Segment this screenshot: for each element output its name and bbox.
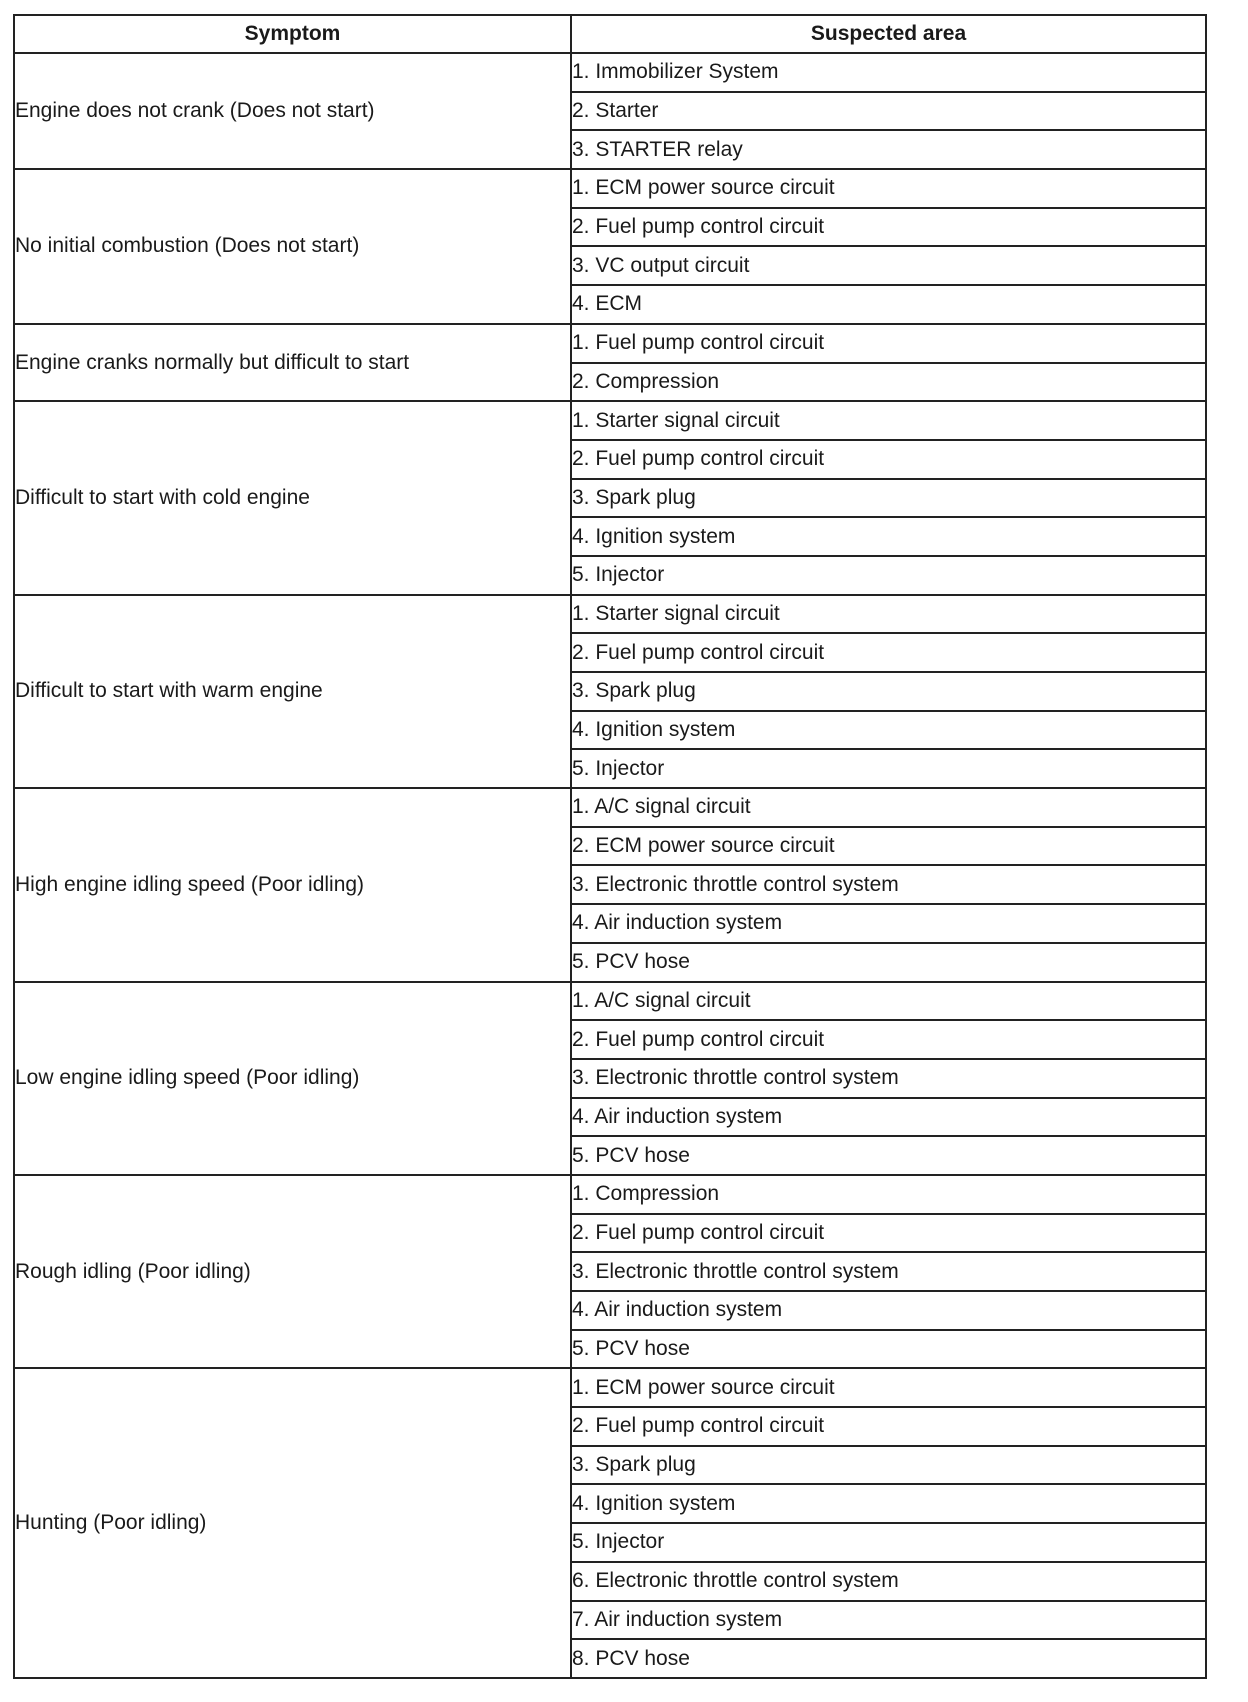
suspected-area-cell: 2. Fuel pump control circuit <box>571 1214 1206 1253</box>
symptom-table <box>13 14 1207 1679</box>
suspected-area-cell: 4. Ignition system <box>571 1484 1206 1523</box>
suspected-area-cell: 4. Air induction system <box>571 1291 1206 1330</box>
suspected-area-cell: 5. Injector <box>571 556 1206 595</box>
table-row <box>14 982 1206 1021</box>
suspected-area-cell: 2. Starter <box>571 92 1206 131</box>
table-row <box>14 595 1206 634</box>
suspected-area-cell: 1. ECM power source circuit <box>571 169 1206 208</box>
suspected-area-cell: 5. Injector <box>571 1523 1206 1562</box>
suspected-area-cell: 7. Air induction system <box>571 1601 1206 1640</box>
symptom-cell: Low engine idling speed (Poor idling) <box>14 982 571 1175</box>
suspected-area-cell: 3. Electronic throttle control system <box>571 865 1206 904</box>
suspected-area-cell: 1. Starter signal circuit <box>571 401 1206 440</box>
suspected-area-cell: 1. ECM power source circuit <box>571 1368 1206 1407</box>
suspected-area-cell: 3. VC output circuit <box>571 246 1206 285</box>
suspected-area-cell: 4. Air induction system <box>571 1098 1206 1137</box>
suspected-area-cell: 4. Ignition system <box>571 711 1206 750</box>
suspected-area-cell: 3. Spark plug <box>571 1446 1206 1485</box>
suspected-area-cell: 3. Electronic throttle control system <box>571 1059 1206 1098</box>
suspected-area-cell: 1. A/C signal circuit <box>571 788 1206 827</box>
symptom-cell: Hunting (Poor idling) <box>14 1368 571 1678</box>
suspected-area-cell: 8. PCV hose <box>571 1639 1206 1678</box>
suspected-area-cell: 2. Fuel pump control circuit <box>571 440 1206 479</box>
table-row <box>14 1368 1206 1407</box>
symptom-cell: Rough idling (Poor idling) <box>14 1175 571 1368</box>
suspected-area-cell: 1. Immobilizer System <box>571 53 1206 92</box>
suspected-area-cell: 2. Fuel pump control circuit <box>571 633 1206 672</box>
suspected-area-cell: 5. PCV hose <box>571 943 1206 982</box>
header-row <box>14 15 1206 53</box>
suspected-area-cell: 3. Spark plug <box>571 672 1206 711</box>
header-symptom: Symptom <box>14 15 571 53</box>
suspected-area-cell: 2. Fuel pump control circuit <box>571 1407 1206 1446</box>
table-row <box>14 53 1206 92</box>
symptom-cell: High engine idling speed (Poor idling) <box>14 788 571 981</box>
header-suspected-area: Suspected area <box>571 15 1206 53</box>
table-body <box>14 53 1206 1678</box>
suspected-area-cell: 5. PCV hose <box>571 1330 1206 1369</box>
suspected-area-cell: 1. A/C signal circuit <box>571 982 1206 1021</box>
table-row <box>14 324 1206 363</box>
suspected-area-cell: 4. ECM <box>571 285 1206 324</box>
table-row <box>14 169 1206 208</box>
suspected-area-cell: 3. Spark plug <box>571 479 1206 518</box>
suspected-area-cell: 1. Compression <box>571 1175 1206 1214</box>
suspected-area-cell: 2. Fuel pump control circuit <box>571 208 1206 247</box>
suspected-area-cell: 1. Fuel pump control circuit <box>571 324 1206 363</box>
suspected-area-cell: 6. Electronic throttle control system <box>571 1562 1206 1601</box>
suspected-area-cell: 5. PCV hose <box>571 1136 1206 1175</box>
table-row <box>14 401 1206 440</box>
symptom-cell: Engine cranks normally but difficult to start <box>14 324 571 401</box>
table-row <box>14 1175 1206 1214</box>
suspected-area-cell: 1. Starter signal circuit <box>571 595 1206 634</box>
table-header <box>14 15 1206 53</box>
table-row <box>14 788 1206 827</box>
symptom-cell: Engine does not crank (Does not start) <box>14 53 571 169</box>
suspected-area-cell: 5. Injector <box>571 749 1206 788</box>
suspected-area-cell: 2. Fuel pump control circuit <box>571 1020 1206 1059</box>
suspected-area-cell: 3. STARTER relay <box>571 130 1206 169</box>
symptom-cell: Difficult to start with cold engine <box>14 401 571 594</box>
symptom-cell: No initial combustion (Does not start) <box>14 169 571 324</box>
suspected-area-cell: 2. Compression <box>571 363 1206 402</box>
suspected-area-cell: 4. Air induction system <box>571 904 1206 943</box>
suspected-area-cell: 4. Ignition system <box>571 517 1206 556</box>
suspected-area-cell: 2. ECM power source circuit <box>571 827 1206 866</box>
suspected-area-cell: 3. Electronic throttle control system <box>571 1252 1206 1291</box>
symptom-cell: Difficult to start with warm engine <box>14 595 571 788</box>
